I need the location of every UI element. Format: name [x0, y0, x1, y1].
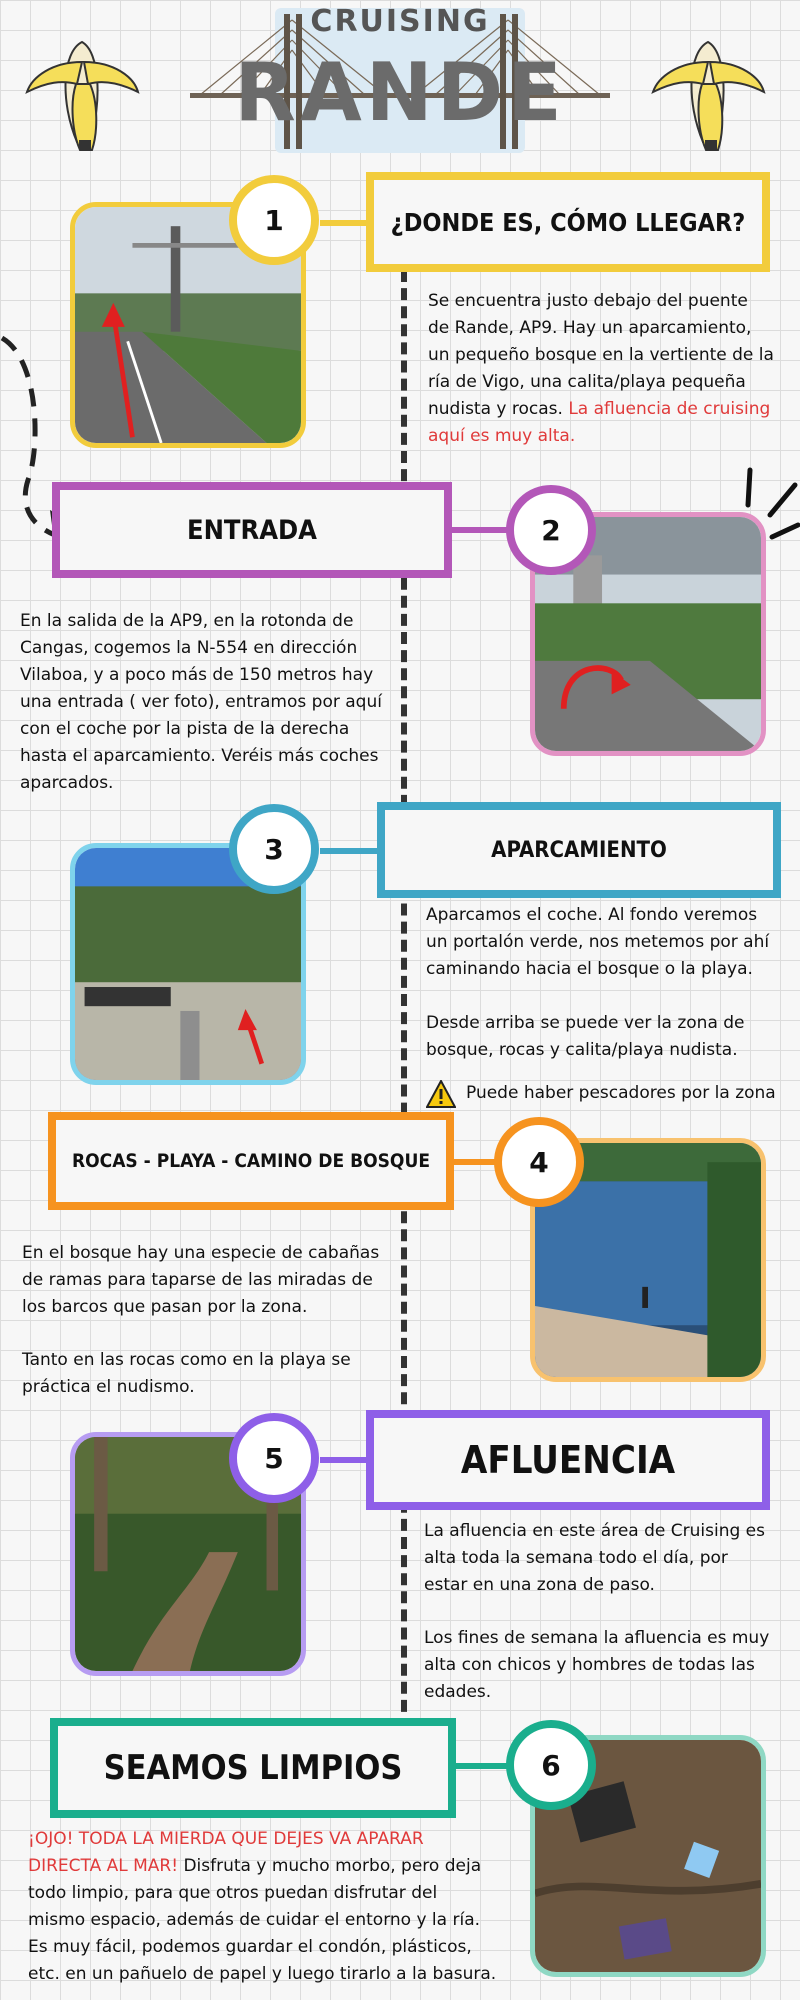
connector-1: [320, 220, 370, 226]
section-4-text-2: Tanto en las rocas como en la playa se práctica el nudismo.: [22, 1350, 351, 1397]
heading-2: ENTRADA: [52, 482, 452, 578]
banana-icon: [648, 22, 768, 152]
section-1-highlight: La afluencia de cruising aquí es muy alta.: [428, 399, 771, 446]
section-5-text-2: Los fines de semana la afluencia es muy alta con chicos y hombres de todas las edades.: [424, 1628, 770, 1702]
step-number-2: 2: [506, 485, 596, 575]
connector-3: [320, 848, 380, 854]
step-number-5: 5: [229, 1413, 319, 1503]
title-big: RANDE: [234, 46, 566, 139]
heading-1: ¿DONDE ES, CÓMO LLEGAR?: [366, 172, 770, 272]
section-3-text-2: Desde arriba se puede ver la zona de bosque, rocas y calita/playa nudista.: [426, 1013, 745, 1060]
warning-text: Puede haber pescadores por la zona: [466, 1083, 776, 1103]
section-6-body: Disfruta y mucho morbo, pero deja todo limpio, para que otros puedan disfrutar del mismo espacio, además de cuidar el entorno y la ría. Es muy fácil, podemos guardar el condón, plásticos, etc. en un pañuelo de papel y luego tirarlo a la basura.: [28, 1856, 497, 1984]
section-6-highlight: ¡OJO! TODA LA MIERDA QUE DEJES VA APARAR DIRECTA AL MAR!: [28, 1829, 424, 1876]
section-1-text: [428, 288, 774, 450]
connector-5: [320, 1457, 370, 1463]
step-number-1: 1: [229, 175, 319, 265]
header: [180, 0, 620, 160]
warning-row: [426, 1080, 786, 1110]
warning-icon: [426, 1080, 456, 1108]
section-5-text: La afluencia en este área de Cruising es alta toda la semana todo el día, por estar en una zona de paso.: [424, 1521, 765, 1595]
step-number-3: 3: [229, 804, 319, 894]
title-small: CRUISING: [310, 4, 490, 39]
connector-6: [452, 1763, 512, 1769]
heading-5: AFLUENCIA: [366, 1410, 770, 1510]
heading-6: SEAMOS LIMPIOS: [50, 1718, 456, 1818]
step-number-4: 4: [494, 1117, 584, 1207]
section-1-body: Se encuentra justo debajo del puente de Rande, AP9. Hay un aparcamiento, un pequeño bosque en la vertiente de la ría de Vigo, una calita/playa pequeña nudista y rocas.: [428, 291, 774, 419]
heading-3: APARCAMIENTO: [377, 802, 781, 898]
section-6-text: [28, 1826, 498, 1988]
banana-icon: [22, 22, 142, 152]
section-3-text: Aparcamos el coche. Al fondo veremos un portalón verde, nos metemos por ahí caminando hacia el bosque o la playa.: [426, 905, 770, 979]
section-2-text: En la salida de la AP9, en la rotonda de Cangas, cogemos la N-554 en dirección Vilaboa, y a poco más de 150 metros hay una entrada ( ver foto), entramos por aquí con el coche por la pista de la derecha hasta el aparcamiento. Veréis más coches aparcados.: [20, 611, 382, 793]
step-number-6: 6: [506, 1720, 596, 1810]
connector-2: [450, 527, 510, 533]
section-4-text: En el bosque hay una especie de cabañas de ramas para taparse de las miradas de los barcos que pasan por la zona.: [22, 1243, 380, 1317]
heading-4: ROCAS - PLAYA - CAMINO DE BOSQUE: [48, 1112, 454, 1210]
